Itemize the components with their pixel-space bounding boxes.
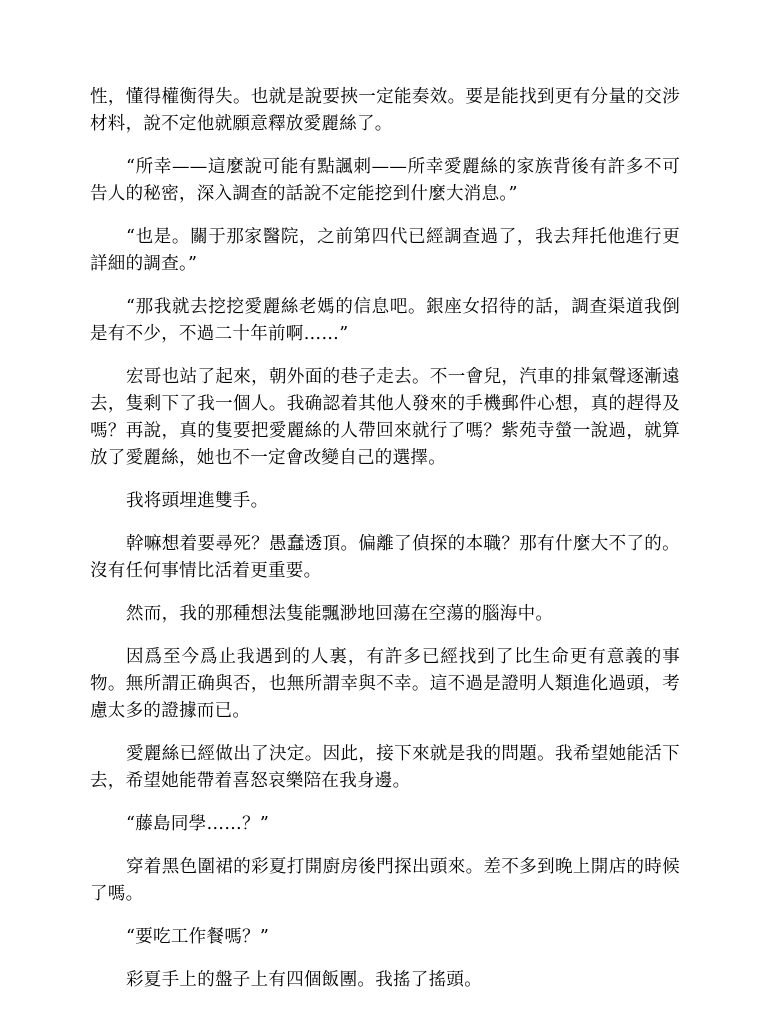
paragraph-10: 愛麗絲已經做出了決定。因此，接下來就是我的問題。我希望她能活下去，希望她能帶着喜怒哀樂陪在我身邊。: [90, 744, 680, 791]
paragraph-6: 我将頭埋進雙手。: [126, 491, 269, 511]
document-page: [90, 84, 680, 1010]
paragraph-12: 穿着黑色圍裙的彩夏打開廚房後門探出頭來。差不多到晚上開店的時候了嗎。: [90, 857, 680, 904]
paragraph-5: 宏哥也站了起來，朝外面的巷子走去。不一會兒，汽車的排氣聲逐漸遠去，隻剩下了我一個人。我确認着其他人發來的手機郵件心想，真的趕得及嗎？再說，真的隻要把愛麗絲的人帶回來就行了嗎？紫苑寺螢一說過，就算放了愛麗絲，她也不一定會改變自己的選擇。: [90, 367, 680, 468]
paragraph-14: 彩夏手上的盤子上有四個飯團。我搖了搖頭。: [126, 970, 482, 990]
paragraph-7: 幹嘛想着要尋死？愚蠢透頂。偏離了偵探的本職？那有什麼大不了的。沒有任何事情比活着更重要。: [90, 534, 680, 581]
paragraph-11: “藤島同學……？”: [126, 814, 270, 834]
paragraph-3: “也是。關于那家醫院，之前第四代已經調查過了，我去拜托他進行更詳細的調查。”: [90, 227, 680, 274]
paragraph-13: “要吃工作餐嗎？”: [126, 927, 270, 947]
paragraph-1: 性，懂得權衡得失。也就是說要挾一定能奏效。要是能找到更有分量的交涉材料，說不定他就願意釋放愛麗絲了。: [90, 87, 680, 134]
paragraph-4: “那我就去挖挖愛麗絲老媽的信息吧。銀座女招待的話，調查渠道我倒是有不少，不過二十年前啊……”: [90, 297, 680, 344]
paragraph-2: “所幸——這麼說可能有點諷刺——所幸愛麗絲的家族背後有許多不可告人的秘密，深入調查的話說不定能挖到什麼大消息。”: [90, 157, 680, 204]
paragraph-9: 因爲至今爲止我遇到的人裏，有許多已經找到了比生命更有意義的事物。無所謂正确與否，也無所謂幸與不幸。這不過是證明人類進化過頭，考慮太多的證據而已。: [90, 647, 680, 721]
paragraph-8: 然而，我的那種想法隻能飄渺地回蕩在空蕩的腦海中。: [126, 604, 554, 624]
